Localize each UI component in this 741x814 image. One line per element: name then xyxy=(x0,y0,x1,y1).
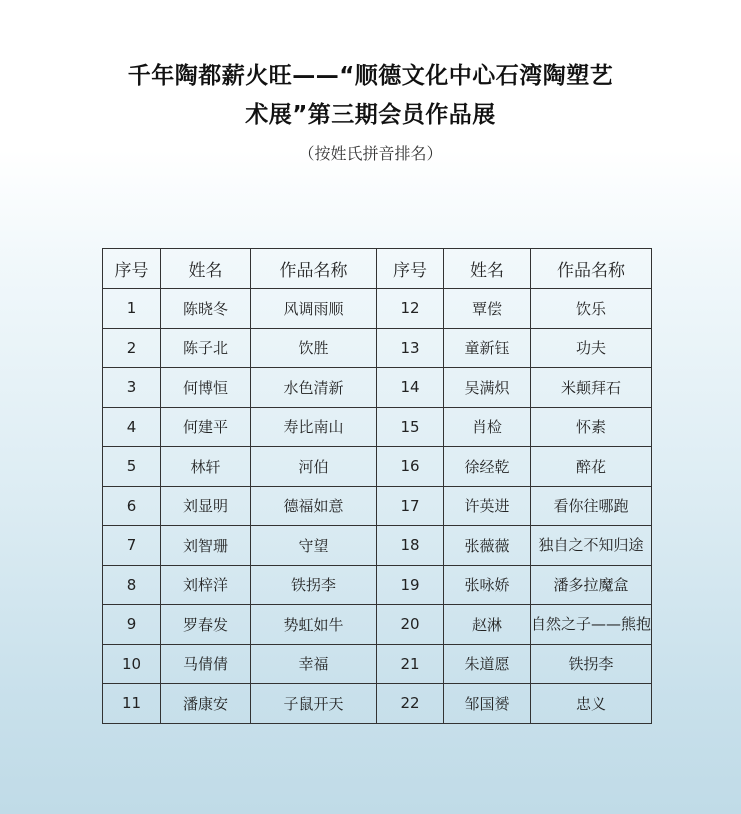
cell-no: 14 xyxy=(377,368,444,408)
cell-no: 16 xyxy=(377,447,444,487)
cell-no: 18 xyxy=(377,526,444,566)
cell-work: 怀素 xyxy=(531,407,652,447)
cell-no: 12 xyxy=(377,289,444,329)
cell-name: 徐经乾 xyxy=(444,447,531,487)
cell-name: 陈晓冬 xyxy=(161,289,251,329)
cell-no: 3 xyxy=(103,368,161,408)
cell-no: 10 xyxy=(103,644,161,684)
cell-work: 水色清新 xyxy=(251,368,377,408)
cell-work: 自然之子——熊抱 xyxy=(531,605,652,645)
table-header-row xyxy=(103,249,652,289)
cell-work: 幸福 xyxy=(251,644,377,684)
cell-name: 刘智珊 xyxy=(161,526,251,566)
cell-work: 子鼠开天 xyxy=(251,684,377,724)
cell-name: 马倩倩 xyxy=(161,644,251,684)
cell-work: 米颠拜石 xyxy=(531,368,652,408)
cell-name: 潘康安 xyxy=(161,684,251,724)
cell-name: 邹国赟 xyxy=(444,684,531,724)
cell-work: 势虹如牛 xyxy=(251,605,377,645)
cell-work: 潘多拉魔盒 xyxy=(531,565,652,605)
cell-work: 铁拐李 xyxy=(251,565,377,605)
table-row xyxy=(103,486,652,526)
header-name-right: 姓名 xyxy=(444,249,531,289)
cell-name: 张咏娇 xyxy=(444,565,531,605)
cell-work: 醉花 xyxy=(531,447,652,487)
table-row xyxy=(103,526,652,566)
cell-no: 1 xyxy=(103,289,161,329)
page-title-line-1: 千年陶都薪火旺——“顺德文化中心石湾陶塑艺 xyxy=(127,63,614,89)
cell-no: 5 xyxy=(103,447,161,487)
cell-name: 童新钰 xyxy=(444,328,531,368)
cell-no: 17 xyxy=(377,486,444,526)
cell-work: 看你往哪跑 xyxy=(531,486,652,526)
cell-name: 林轩 xyxy=(161,447,251,487)
cell-no: 4 xyxy=(103,407,161,447)
page-title-line-2: 术展”第三期会员作品展 xyxy=(245,102,496,128)
cell-no: 2 xyxy=(103,328,161,368)
cell-work: 德福如意 xyxy=(251,486,377,526)
member-works-table xyxy=(102,248,652,724)
cell-name: 朱道愿 xyxy=(444,644,531,684)
table-row xyxy=(103,565,652,605)
cell-work: 铁拐李 xyxy=(531,644,652,684)
cell-name: 罗春发 xyxy=(161,605,251,645)
table-row xyxy=(103,368,652,408)
cell-work: 独自之不知归途 xyxy=(531,526,652,566)
cell-work: 河伯 xyxy=(251,447,377,487)
cell-no: 19 xyxy=(377,565,444,605)
header-work-left: 作品名称 xyxy=(251,249,377,289)
table-row xyxy=(103,289,652,329)
cell-name: 许英进 xyxy=(444,486,531,526)
cell-name: 张薇薇 xyxy=(444,526,531,566)
cell-no: 11 xyxy=(103,684,161,724)
cell-no: 22 xyxy=(377,684,444,724)
cell-work: 饮胜 xyxy=(251,328,377,368)
table-row xyxy=(103,328,652,368)
cell-name: 吴满炽 xyxy=(444,368,531,408)
cell-no: 9 xyxy=(103,605,161,645)
cell-no: 8 xyxy=(103,565,161,605)
table-row xyxy=(103,447,652,487)
cell-name: 刘梓洋 xyxy=(161,565,251,605)
cell-no: 20 xyxy=(377,605,444,645)
cell-name: 何建平 xyxy=(161,407,251,447)
cell-name: 陈子北 xyxy=(161,328,251,368)
header-name-left: 姓名 xyxy=(161,249,251,289)
table-row xyxy=(103,605,652,645)
table-row xyxy=(103,684,652,724)
table-row xyxy=(103,407,652,447)
cell-work: 守望 xyxy=(251,526,377,566)
cell-work: 功夫 xyxy=(531,328,652,368)
header-no-left: 序号 xyxy=(103,249,161,289)
cell-no: 7 xyxy=(103,526,161,566)
cell-work: 寿比南山 xyxy=(251,407,377,447)
cell-work: 忠义 xyxy=(531,684,652,724)
cell-no: 6 xyxy=(103,486,161,526)
cell-name: 肖检 xyxy=(444,407,531,447)
cell-work: 饮乐 xyxy=(531,289,652,329)
cell-name: 覃偿 xyxy=(444,289,531,329)
page-subtitle: （按姓氏拼音排名） xyxy=(298,144,443,163)
cell-no: 13 xyxy=(377,328,444,368)
header-work-right: 作品名称 xyxy=(531,249,652,289)
cell-no: 21 xyxy=(377,644,444,684)
cell-name: 何博恒 xyxy=(161,368,251,408)
cell-work: 风调雨顺 xyxy=(251,289,377,329)
header-no-right: 序号 xyxy=(377,249,444,289)
cell-name: 赵淋 xyxy=(444,605,531,645)
table-row xyxy=(103,644,652,684)
cell-name: 刘显明 xyxy=(161,486,251,526)
cell-no: 15 xyxy=(377,407,444,447)
